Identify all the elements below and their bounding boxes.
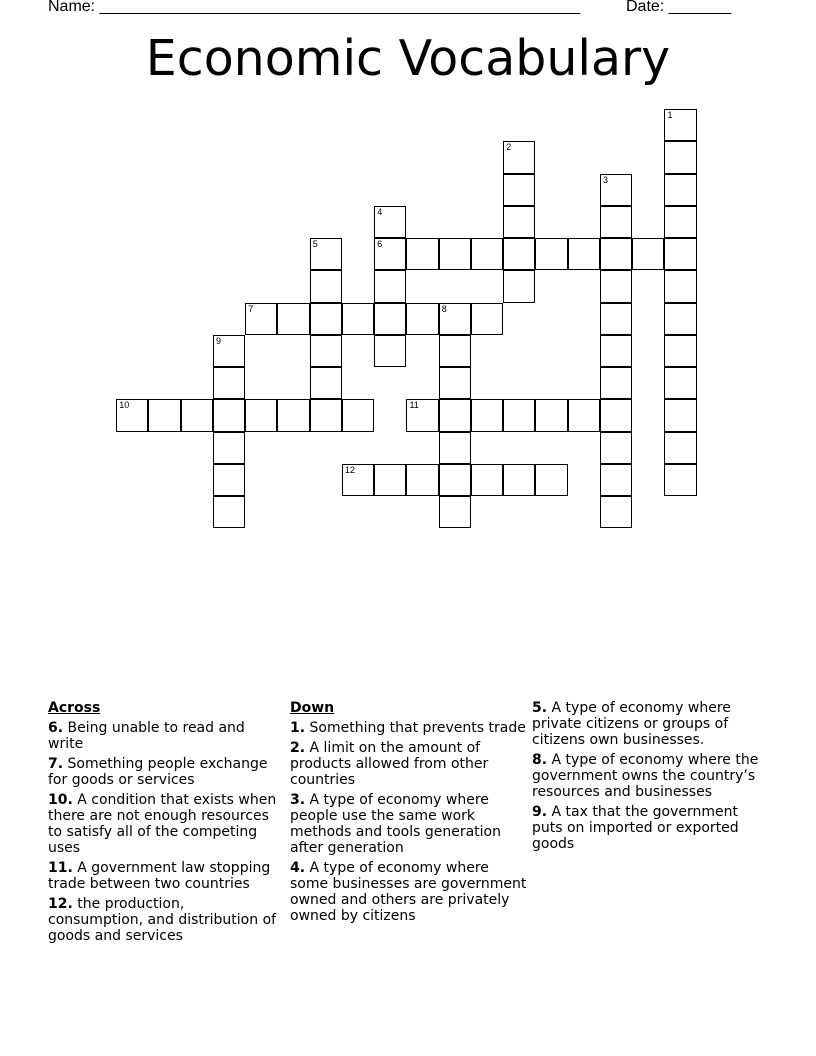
clue-number: 4 bbox=[377, 206, 383, 217]
clue-item-number: 6. bbox=[48, 720, 64, 736]
grid-cell[interactable] bbox=[406, 399, 438, 431]
clue-item-text: A tax that the government puts on imported or exported goods bbox=[532, 804, 739, 852]
clue-item bbox=[48, 860, 283, 892]
clue-item bbox=[48, 792, 283, 856]
clue-item-text: Being unable to read and write bbox=[48, 720, 245, 752]
grid-cell[interactable] bbox=[600, 238, 632, 270]
date-field-label: Date: _______ bbox=[626, 0, 731, 15]
grid-cell[interactable] bbox=[568, 399, 600, 431]
crossword-grid bbox=[117, 110, 701, 532]
clue-number: 2 bbox=[506, 142, 512, 153]
clue-item-text: A limit on the amount of products allowed from other countries bbox=[290, 740, 489, 788]
clue-item-text: A type of economy where some businesses are government owned and others are privately owned by citizens bbox=[290, 860, 527, 924]
clue-number: 10 bbox=[119, 400, 130, 411]
grid-cell[interactable] bbox=[664, 367, 696, 399]
grid-cell[interactable] bbox=[310, 270, 342, 302]
grid-cell[interactable] bbox=[503, 174, 535, 206]
clue-item-number: 7. bbox=[48, 756, 64, 772]
grid-cell[interactable] bbox=[213, 432, 245, 464]
grid-cell[interactable] bbox=[503, 206, 535, 238]
clue-item-number: 2. bbox=[290, 740, 306, 756]
grid-cell[interactable] bbox=[503, 399, 535, 431]
grid-cell[interactable] bbox=[600, 464, 632, 496]
grid-cell[interactable] bbox=[600, 496, 632, 528]
clue-item-number: 8. bbox=[532, 752, 548, 768]
grid-cell[interactable] bbox=[664, 399, 696, 431]
grid-cell[interactable] bbox=[664, 206, 696, 238]
clue-number: 6 bbox=[377, 239, 383, 250]
grid-cell[interactable] bbox=[503, 270, 535, 302]
grid-cell[interactable] bbox=[181, 399, 213, 431]
grid-cell[interactable] bbox=[664, 270, 696, 302]
grid-cell[interactable] bbox=[277, 303, 309, 335]
clue-item-text: A government law stopping trade between two countries bbox=[48, 860, 271, 892]
grid-cell[interactable] bbox=[213, 496, 245, 528]
grid-cell[interactable] bbox=[664, 432, 696, 464]
grid-cell[interactable] bbox=[374, 206, 406, 238]
down-heading: Down bbox=[290, 700, 335, 716]
across-heading: Across bbox=[48, 700, 101, 716]
grid-cell[interactable] bbox=[439, 464, 471, 496]
grid-cell[interactable] bbox=[310, 399, 342, 431]
clue-item-number: 9. bbox=[532, 804, 548, 820]
clue-number: 1 bbox=[667, 110, 673, 121]
grid-cell[interactable] bbox=[342, 399, 374, 431]
grid-cell[interactable] bbox=[439, 335, 471, 367]
clue-item bbox=[290, 720, 530, 736]
grid-cell[interactable] bbox=[664, 238, 696, 270]
grid-cell[interactable] bbox=[439, 399, 471, 431]
down-clues-continued bbox=[532, 700, 764, 856]
grid-cell[interactable] bbox=[374, 303, 406, 335]
grid-cell[interactable] bbox=[600, 206, 632, 238]
grid-cell[interactable] bbox=[600, 335, 632, 367]
clue-item-number: 11. bbox=[48, 860, 73, 876]
grid-cell[interactable] bbox=[374, 335, 406, 367]
clue-item-text: A type of economy where private citizens or groups of citizens own businesses. bbox=[532, 700, 731, 748]
grid-cell[interactable] bbox=[310, 238, 342, 270]
clue-item bbox=[290, 792, 530, 856]
clue-item-number: 1. bbox=[290, 720, 306, 736]
clue-item bbox=[290, 740, 530, 788]
grid-cell[interactable] bbox=[213, 367, 245, 399]
clue-number: 12 bbox=[344, 464, 355, 475]
name-field-label: Name: ______________________________________________________ bbox=[48, 0, 581, 15]
grid-cell[interactable] bbox=[213, 464, 245, 496]
clue-item-text: Something people exchange for goods or services bbox=[48, 756, 268, 788]
grid-cell[interactable] bbox=[503, 464, 535, 496]
grid-cell[interactable] bbox=[439, 367, 471, 399]
clue-item-text: A condition that exists when there are not enough resources to satisfy all of the competing uses bbox=[48, 792, 277, 856]
grid-cell[interactable] bbox=[213, 399, 245, 431]
grid-cell[interactable] bbox=[406, 238, 438, 270]
clue-item-text: A type of economy where people use the same work methods and tools generation after generation bbox=[290, 792, 501, 856]
clue-item-text: Something that prevents trade bbox=[305, 720, 526, 736]
grid-cell[interactable] bbox=[568, 238, 600, 270]
clue-item-number: 12. bbox=[48, 896, 73, 912]
grid-cell[interactable] bbox=[600, 399, 632, 431]
grid-cell[interactable] bbox=[116, 399, 148, 431]
grid-cell[interactable] bbox=[374, 270, 406, 302]
clue-number: 3 bbox=[602, 174, 608, 185]
grid-cell[interactable] bbox=[600, 303, 632, 335]
grid-cell[interactable] bbox=[503, 141, 535, 173]
grid-cell[interactable] bbox=[664, 303, 696, 335]
clue-item-text: A type of economy where the government owns the country’s resources and businesses bbox=[532, 752, 759, 800]
grid-cell[interactable] bbox=[471, 303, 503, 335]
grid-cell[interactable] bbox=[245, 303, 277, 335]
grid-cell[interactable] bbox=[664, 141, 696, 173]
clue-item bbox=[48, 756, 283, 788]
grid-cell[interactable] bbox=[374, 464, 406, 496]
grid-cell[interactable] bbox=[600, 367, 632, 399]
grid-cell[interactable] bbox=[310, 303, 342, 335]
clue-item bbox=[48, 896, 283, 944]
grid-cell[interactable] bbox=[600, 174, 632, 206]
grid-cell[interactable] bbox=[374, 238, 406, 270]
grid-cell[interactable] bbox=[600, 432, 632, 464]
grid-cell[interactable] bbox=[310, 367, 342, 399]
grid-cell[interactable] bbox=[439, 496, 471, 528]
grid-cell[interactable] bbox=[277, 399, 309, 431]
clue-number: 11 bbox=[409, 400, 419, 411]
grid-cell[interactable] bbox=[664, 464, 696, 496]
grid-cell[interactable] bbox=[406, 464, 438, 496]
clue-number: 9 bbox=[215, 335, 221, 346]
grid-cell[interactable] bbox=[342, 464, 374, 496]
clue-item bbox=[532, 700, 764, 748]
grid-cell[interactable] bbox=[664, 174, 696, 206]
grid-cell[interactable] bbox=[310, 335, 342, 367]
clue-item-number: 4. bbox=[290, 860, 306, 876]
clue-number: 7 bbox=[248, 303, 254, 314]
grid-cell[interactable] bbox=[439, 432, 471, 464]
grid-cell[interactable] bbox=[503, 238, 535, 270]
grid-cell[interactable] bbox=[471, 238, 503, 270]
down-clues bbox=[290, 700, 530, 928]
clue-number: 8 bbox=[441, 303, 447, 314]
grid-cell[interactable] bbox=[471, 399, 503, 431]
clue-item-number: 5. bbox=[532, 700, 548, 716]
grid-cell[interactable] bbox=[213, 335, 245, 367]
grid-cell[interactable] bbox=[600, 270, 632, 302]
grid-cell[interactable] bbox=[245, 399, 277, 431]
across-clues bbox=[48, 700, 283, 948]
grid-cell[interactable] bbox=[439, 238, 471, 270]
grid-cell[interactable] bbox=[664, 335, 696, 367]
clue-item bbox=[48, 720, 283, 752]
clue-item-number: 3. bbox=[290, 792, 306, 808]
grid-cell[interactable] bbox=[632, 238, 664, 270]
grid-cell[interactable] bbox=[535, 464, 567, 496]
page-title: Economic Vocabulary bbox=[145, 30, 671, 87]
clue-item bbox=[532, 804, 764, 852]
clue-item bbox=[532, 752, 764, 800]
grid-cell[interactable] bbox=[406, 303, 438, 335]
grid-cell[interactable] bbox=[535, 399, 567, 431]
grid-cell[interactable] bbox=[439, 303, 471, 335]
clue-item-number: 10. bbox=[48, 792, 73, 808]
grid-cell[interactable] bbox=[471, 464, 503, 496]
clue-number: 5 bbox=[312, 239, 318, 250]
grid-cell[interactable] bbox=[342, 303, 374, 335]
clue-item bbox=[290, 860, 530, 924]
grid-cell[interactable] bbox=[535, 238, 567, 270]
clue-item-text: the production, consumption, and distribution of goods and services bbox=[48, 896, 277, 944]
grid-cell[interactable] bbox=[664, 109, 696, 141]
grid-cell[interactable] bbox=[148, 399, 180, 431]
